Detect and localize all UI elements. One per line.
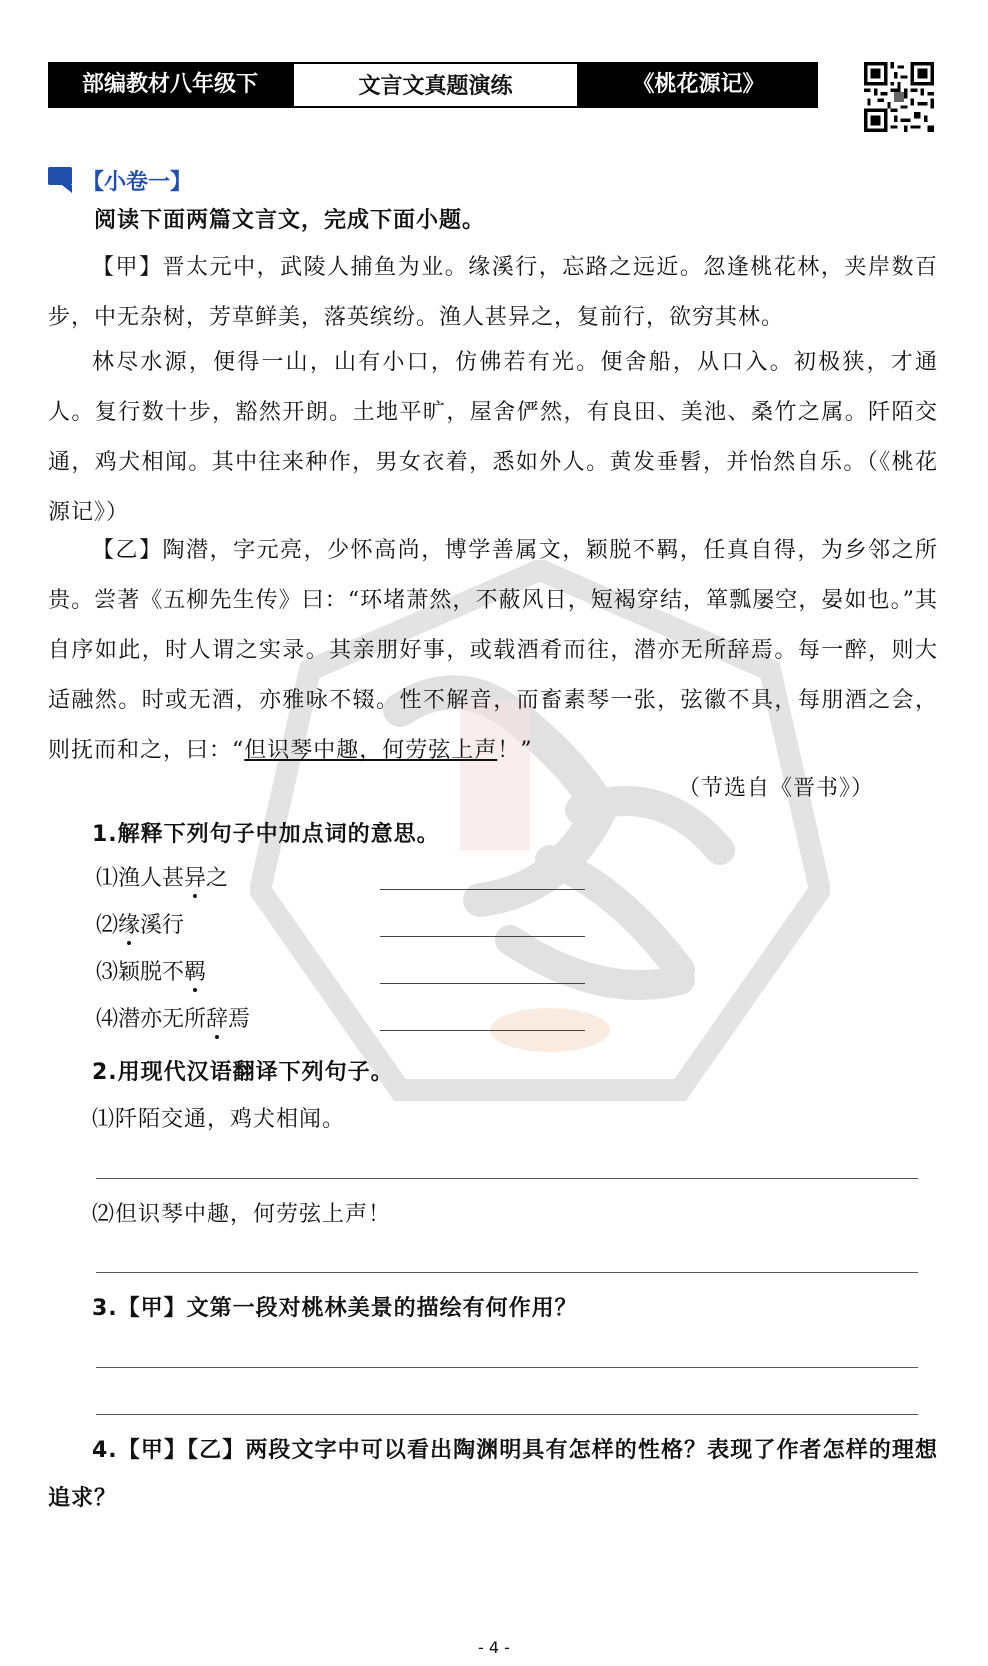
page-number: - 4 -	[478, 1638, 510, 1657]
question-4-title: 4.【甲】【乙】两段文字中可以看出陶渊明具有怎样的性格？表现了作者怎样的理想追求？	[48, 1438, 938, 1511]
passage-b-underlined-sentence: 但识琴中趣，何劳弦上声	[244, 738, 498, 763]
vocab-item-4-dotted-word: 辞	[206, 1007, 229, 1032]
question-2-title: 2.用现代汉语翻译下列句子。	[92, 1060, 394, 1085]
passage-a-paragraph-1: 【甲】晋太元中，武陵人捕鱼为业。缘溪行，忘路之远近。忽逢桃花林，夹岸数百步，中无杂树，芳草鲜美，落英缤纷。渔人甚异之，复前行，欲穷其林。	[48, 255, 938, 330]
vocab-answer-line-2[interactable]	[380, 936, 585, 937]
vocab-item-2-post: 溪行	[140, 913, 185, 938]
bookmark-icon	[48, 167, 76, 193]
section-label: 【小卷一】	[82, 169, 193, 195]
header-bar	[48, 62, 818, 110]
passage-b-source: （节选自《晋书》）	[677, 776, 874, 801]
grade-label: 部编教材八年级下	[48, 62, 292, 108]
vocab-item-3-dotted-word: 羁	[184, 960, 207, 985]
topic-label: 文言文真题演练	[292, 62, 579, 108]
vocab-item-1	[96, 862, 228, 896]
vocab-answer-line-1[interactable]	[380, 889, 585, 890]
vocab-item-3	[96, 956, 206, 990]
passage-b-text: 【乙】陶潜，字元亮，少怀高尚，博学善属文，颖脱不羁，任真自得，为乡邻之所贵。尝著《五柳先生传》曰：“环堵萧然，不蔽风日，短褐穿结，箪瓢屡空，晏如也。”其自序如此，时人谓之实录。其亲朋好事，或载酒肴而往，潜亦无所辞焉。每一醉，则大适融然。时或无酒，亦雅咏不辍。性不解音，而畜素琴一张，弦徽不具，每朋酒之会，则抚而和之，曰：“	[48, 538, 938, 763]
answer-line-2-2[interactable]	[96, 1272, 918, 1273]
vocab-item-2-dotted-word: 缘	[118, 913, 141, 938]
vocab-item-1-dotted-word: 异	[184, 866, 207, 891]
answer-line-3-1[interactable]	[96, 1367, 918, 1368]
answer-line-3-2[interactable]	[96, 1414, 918, 1415]
question-1-title: 1.解释下列句子中加点词的意思。	[92, 822, 440, 847]
title-label: 《桃花源记》	[579, 62, 818, 108]
section-heading	[48, 160, 192, 200]
instruction-text: 阅读下面两篇文言文，完成下面小题。	[94, 208, 486, 233]
vocab-item-1-post: 之	[206, 866, 229, 891]
vocab-item-2	[96, 909, 184, 943]
question-2-sentence-1: ⑴阡陌交通，鸡犬相闻。	[92, 1107, 346, 1132]
vocab-item-4-pre: ⑷潜亦无所	[96, 1007, 207, 1032]
vocab-item-4-post: 焉	[228, 1007, 251, 1032]
vocab-item-3-pre: ⑶颖脱不	[96, 960, 185, 985]
vocab-answer-line-4[interactable]	[380, 1030, 585, 1031]
vocab-answer-line-3[interactable]	[380, 983, 585, 984]
qr-code-icon	[864, 62, 934, 132]
vocab-item-2-pre: ⑵	[96, 913, 119, 938]
passage-b-paragraph	[48, 526, 938, 776]
answer-line-2-1[interactable]	[96, 1178, 918, 1179]
vocab-item-4	[96, 1003, 250, 1037]
passage-b-end: ！”	[497, 738, 533, 763]
question-3-title: 3.【甲】文第一段对桃林美景的描绘有何作用？	[92, 1296, 578, 1321]
vocab-item-1-pre: ⑴渔人甚	[96, 866, 185, 891]
question-2-sentence-2: ⑵但识琴中趣，何劳弦上声！	[92, 1202, 392, 1227]
passage-a-paragraph-2: 林尽水源，便得一山，山有小口，仿佛若有光。便舍船，从口入。初极狭，才通人。复行数十步，豁然开朗。土地平旷，屋舍俨然，有良田、美池、桑竹之属。阡陌交通，鸡犬相闻。其中往来种作，男女衣着，悉如外人。黄发垂髫，并怡然自乐。（《桃花源记》）	[48, 350, 938, 525]
